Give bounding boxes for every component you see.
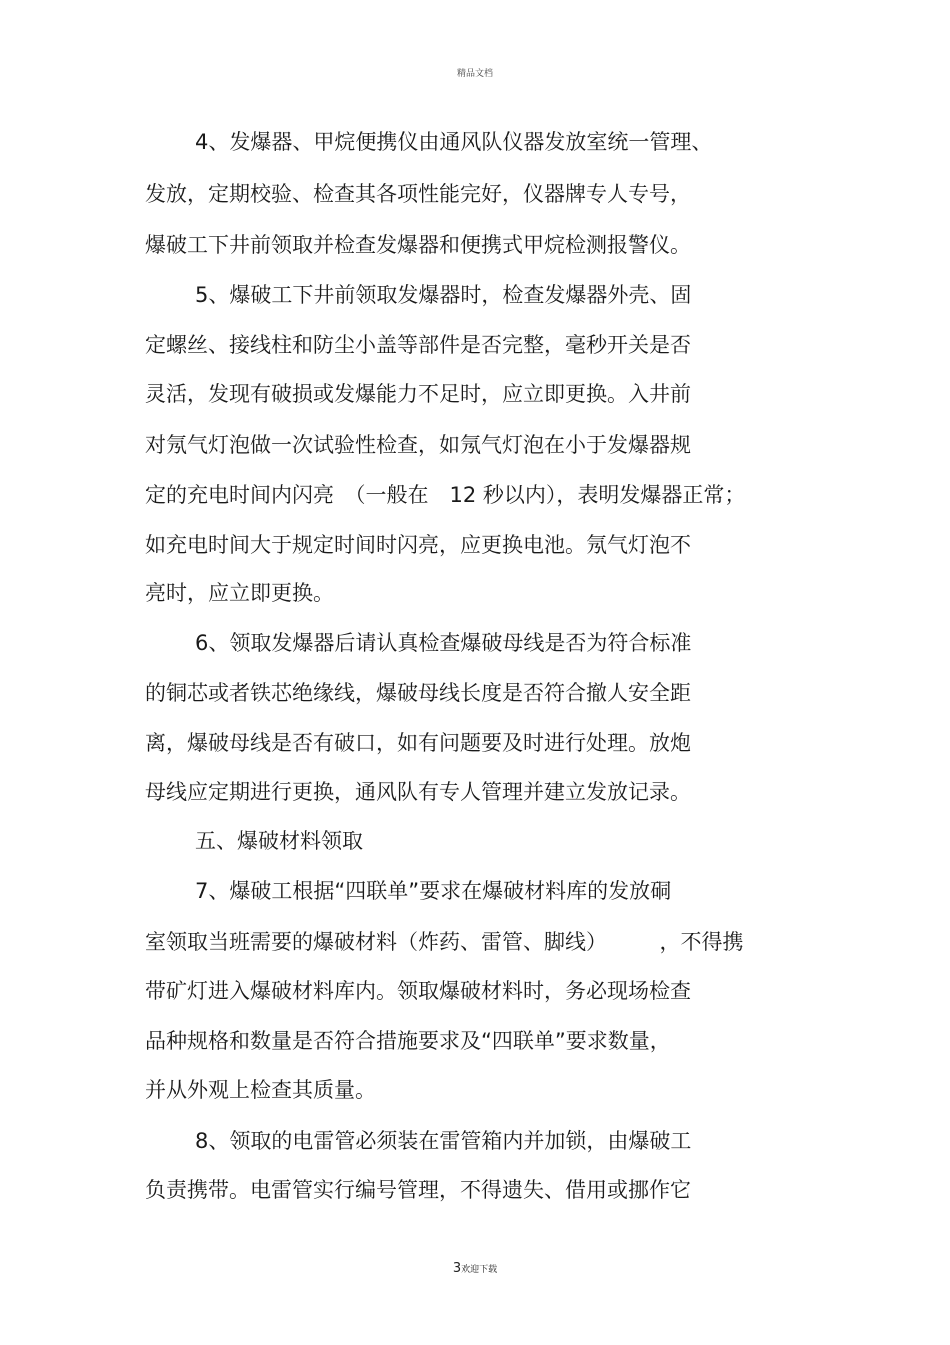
paragraph-line: 爆破工下井前领取并检查发爆器和便携式甲烷检测报警仪。 (145, 233, 691, 257)
paragraph-line: 定的充电时间内闪亮 （一般在 12 秒以内），表明发爆器正常； (145, 483, 746, 507)
paragraph-line: 8、领取的电雷管必须装在雷管箱内并加锁，由爆破工 (195, 1129, 692, 1153)
paragraph-line: 的铜芯或者铁芯绝缘线，爆破母线长度是否符合撤人安全距 (145, 681, 691, 705)
paragraph-line: 亮时，应立即更换。 (145, 581, 334, 605)
paragraph-line: 7、爆破工根据“四联单”要求在爆破材料库的发放硐 (195, 879, 672, 903)
paragraph-line: 室领取当班需要的爆破材料（炸药、雷管、脚线） ，不得携 (145, 930, 744, 954)
page-footer (0, 1261, 950, 1276)
paragraph-line: 发放，定期校验、检查其各项性能完好，仪器牌专人专号， (145, 182, 691, 206)
page-number: 3 (452, 1261, 462, 1276)
paragraph-line: 带矿灯进入爆破材料库内。领取爆破材料时，务必现场检查 (145, 979, 691, 1003)
paragraph-line: 5、爆破工下井前领取发爆器时，检查发爆器外壳、固 (195, 283, 692, 307)
paragraph-line: 灵活，发现有破损或发爆能力不足时，应立即更换。入井前 (145, 382, 691, 406)
paragraph-line: 并从外观上检查其质量。 (145, 1078, 376, 1102)
footer-text: 欢迎下载 (461, 1265, 498, 1275)
paragraph-line: 母线应定期进行更换，通风队有专人管理并建立发放记录。 (145, 780, 691, 804)
paragraph-line: 对氖气灯泡做一次试验性检查，如氖气灯泡在小于发爆器规 (145, 433, 691, 457)
section-heading: 五、爆破材料领取 (195, 829, 363, 853)
paragraph-line: 如充电时间大于规定时间时闪亮，应更换电池。氖气灯泡不 (145, 533, 691, 557)
header-text: 精品文档 (456, 69, 493, 79)
paragraph-line: 负责携带。电雷管实行编号管理，不得遗失、借用或挪作它 (145, 1178, 691, 1202)
paragraph-line: 4、发爆器、甲烷便携仪由通风队仪器发放室统一管理、 (195, 130, 713, 154)
paragraph-line: 6、领取发爆器后请认真检查爆破母线是否为符合标准 (195, 631, 692, 655)
paragraph-line: 离，爆破母线是否有破口，如有问题要及时进行处理。放炮 (145, 731, 691, 755)
paragraph-line: 定螺丝、接线柱和防尘小盖等部件是否完整，毫秒开关是否 (145, 333, 691, 357)
paragraph-line: 品种规格和数量是否符合措施要求及“四联单”要求数量， (145, 1029, 671, 1053)
